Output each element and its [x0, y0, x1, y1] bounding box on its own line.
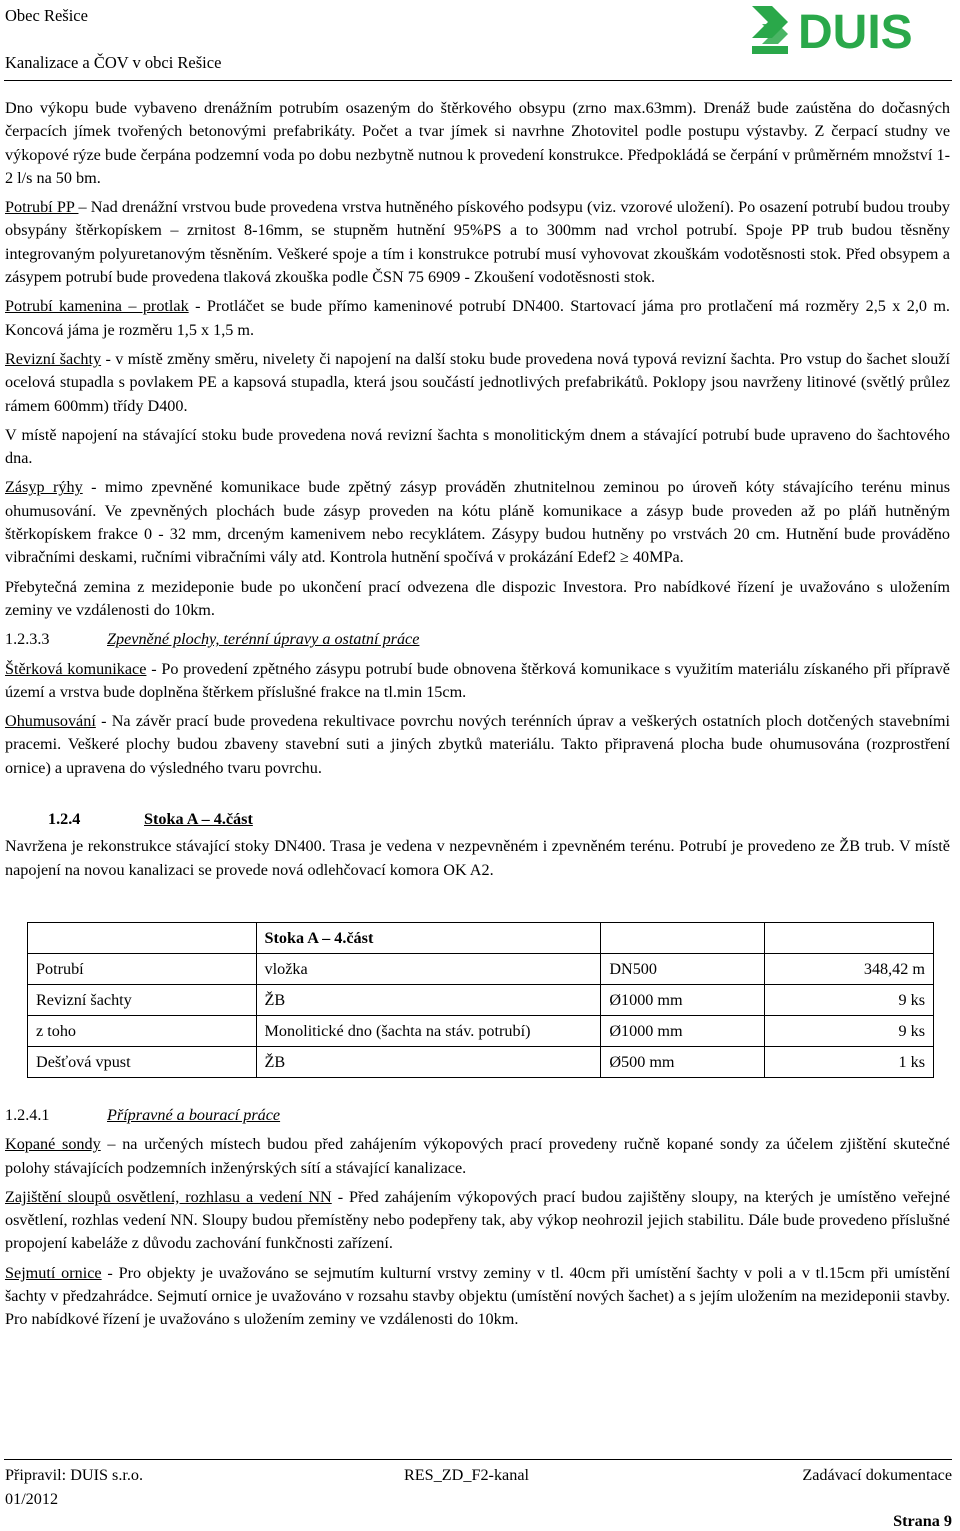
term-zajisteni-sloupu: Zajištění sloupů osvětlení, rozhlasu a vedení NN [5, 1187, 332, 1206]
header-rule [4, 80, 952, 81]
paragraph: Zajištění sloupů osvětlení, rozhlasu a vedení NN - Před zahájením výkopových prací budou zajištěny sloupy, na kterých je umístěno veřejné osvětlení, rozhlas vedení NN. Sloupy budou přemístěny nebo podepřeny tak, aby výkop neohrozil jejich stabilitu. Dále bude provedeno příslušné propojení kabeláže z důvodu zachování funkčnosti zařízení. [5, 1187, 951, 1253]
summary-table-wrap [27, 922, 950, 1078]
footer-prepared-by: Připravil: DUIS s.r.o. [5, 1466, 144, 1484]
term-revizni-sachty: Revizní šachty [5, 349, 102, 368]
term-potrubi-kamenina: Potrubí kamenina – protlak [5, 297, 189, 316]
term-zasyp-ryhy: Zásyp rýhy [5, 478, 83, 497]
header-municipality: Obec Rešice [5, 6, 88, 25]
paragraph: Dno výkopu bude vybaveno drenážním potrubím osazeným do štěrkového obsypu (zrno max.63mm). Drenáž bude zaústěna do dočasných čerpacích jímek tvořených betonovými prefabrikáty. Počet a tvar jímek si navrhne Zhotovitel podle postupu výstavby. Z čerpací studny ve výkopové rýze bude čerpána podzemní voda po dobu nezbytně nutnou k provedení konstrukce. Předpokládá se čerpání v průměrném množství 1-2 l/s na 50 bm. [5, 99, 950, 187]
section-heading-1-2-4: 1.2.4 Stoka A – 4.část [48, 810, 253, 829]
paragraph: Potrubí kamenina – protlak - Protláčet se bude přímo kameninové potrubí DN400. Startovací jáma pro protlačení má rozměry 2,5 x 2,0 m. Koncová jáma je rozměru 1,5 x 1,5 m. [5, 297, 950, 339]
paragraph: V místě napojení na stávající stoku bude provedena nová revizní šachta s monolitickým dnem a stávající potrubí bude upraveno do šachtového dna. [5, 425, 950, 468]
term-ohumusovani: Ohumusování [5, 712, 96, 731]
section-heading-1-2-3-3: 1.2.3.3 Zpevněné plochy, terénní úpravy a ostatní práce [5, 630, 420, 649]
footer-rule [4, 1459, 952, 1460]
document-body [5, 97, 950, 1338]
table-header-row [28, 922, 934, 953]
table-row: Revizní šachty ŽB Ø1000 mm 9 ks [28, 984, 934, 1015]
term-sterkova-komunikace: Štěrková komunikace [5, 659, 147, 678]
footer-date: 01/2012 [5, 1490, 59, 1508]
table-row: z toho Monolitické dno (šachta na stáv. potrubí) Ø1000 mm 9 ks [28, 1015, 934, 1046]
table-row: Potrubí vložka DN500 348,42 m [28, 953, 934, 984]
duis-logo-text: DUIS [798, 6, 913, 59]
table-header: Stoka A – 4.část [256, 922, 601, 953]
footer-file-name: RES_ZD_F2-kanal [404, 1466, 529, 1484]
header-project: Kanalizace a ČOV v obci Rešice [5, 53, 222, 72]
paragraph: Potrubí PP – Nad drenážní vrstvou bude provedena vrstva hutněného pískového podsypu (viz. vzorové uložení). Po osazení potrubí budou trouby obsypány štěrkopískem – zrnitost 8-16mm, se stupněm hutnění 95%PS a to 300mm nad vrchol potrubí. Spoje PP trub budou těsněny integrovaným polyuretanovým těsněním. Veškeré spoje a tím i konstrukce potrubí musí vyhovovat zkouškám vodotěsnosti stok. Před obsypem a zásypem potrubí bude provedena tlaková zkouška podle ČSN 75 6909 - Zkoušení vodotěsnosti stok. [5, 198, 950, 287]
paragraph: Revizní šachty - v místě změny směru, nivelety či napojení na další stoku bude provedena nová typová revizní šachta. Pro vstup do šachet slouží ocelová stupadla s povlakem PE a kapsová stupadla, která jsou součástí jednotlivých prefabrikátů. Poklopy jsou navrženy litinové (světlý průlez rámem 600mm) třídy D400. [5, 349, 950, 415]
paragraph: Navržena je rekonstrukce stávající stoky DN400. Trasa je vedena v nezpevněném i zpevněném terénu. Potrubí je provedeno ze ŽB trub. V místě napojení na novou kanalizaci se provede nová odlehčovací komora OK A2. [5, 837, 950, 879]
table-row: Dešťová vpust ŽB Ø500 mm 1 ks [28, 1046, 934, 1077]
paragraph: Přebytečná zemina z mezideponie bude po ukončení prací odvezena dle dispozic Investora. Pro nabídkové řízení je uvažováno s uložením zeminy ve vzdálenosti do 10km. [5, 577, 950, 619]
paragraph: Zásyp rýhy - mimo zpevněné komunikace bude zpětný zásyp prováděn zhutnitelnou zeminou po úroveň kóty stávajícího terénu minus ohumusování. Ve zpevněných plochách bude zásyp proveden na kótu pláně komunikace a zásyp bude proveden až po pláň hutněným štěrkopískem frakce 0 - 32 mm, drceným kamenivem nebo recyklátem. Zásypy budou hutněny po vrstvách 20 cm. Hutnění bude prováděno vibračními deskami, ručními vibračními vály atd. Kontrola hutnění spočívá v prokázání Edef2 ≥ 40MPa. [5, 478, 951, 567]
page-number: Strana 9 [893, 1512, 952, 1530]
term-potrubi-pp: Potrubí PP [5, 198, 79, 217]
paragraph: Štěrková komunikace - Po provedení zpětného zásypu potrubí bude obnovena štěrková komunikace s využitím materiálu získaného při přípravě území a vrstva bude doplněna štěrkem příslušné frakce na tl.min 15cm. [5, 659, 950, 701]
paragraph: Kopané sondy – na určených místech budou před zahájením výkopových prací provedeny ručně kopané sondy za účelem zjištění skutečné polohy stávajících podzemních inženýrských sítí a stávající kanalizace. [5, 1135, 950, 1177]
summary-table [27, 922, 934, 1078]
paragraph: Sejmutí ornice - Pro objekty je uvažováno se sejmutím kulturní vrstvy zeminy v tl. 40cm při umístění šachty v poli a v tl.15cm při umístění šachty v předzahrádce. Sejmutí ornice je uvažováno v rozsahu stavby objektu (umístění nových šachet) a s jejím uložením na mezideponii stavby. Pro nabídkové řízení je uvažováno s uložením zeminy ve vzdálenosti do 10km. [5, 1263, 951, 1329]
term-sejmuti-ornice: Sejmutí ornice [5, 1263, 102, 1282]
paragraph: Ohumusování - Na závěr prací bude provedena rekultivace povrchu nových terénních úprav a veškerých ostatních ploch dotčených stavebními pracemi. Veškeré plochy budou zbaveny stavební suti a jiných zbytků materiálu. Takto připravená plocha bude ohumusována (rozprostření ornice) a upravena do výsledného tvaru povrchu. [5, 712, 950, 777]
duis-logo [748, 2, 954, 60]
footer-doc-type: Zadávací dokumentace [802, 1466, 952, 1484]
section-heading-1-2-4-1: 1.2.4.1 Přípravné a bourací práce [5, 1105, 281, 1124]
term-kopane-sondy: Kopané sondy [5, 1135, 101, 1154]
